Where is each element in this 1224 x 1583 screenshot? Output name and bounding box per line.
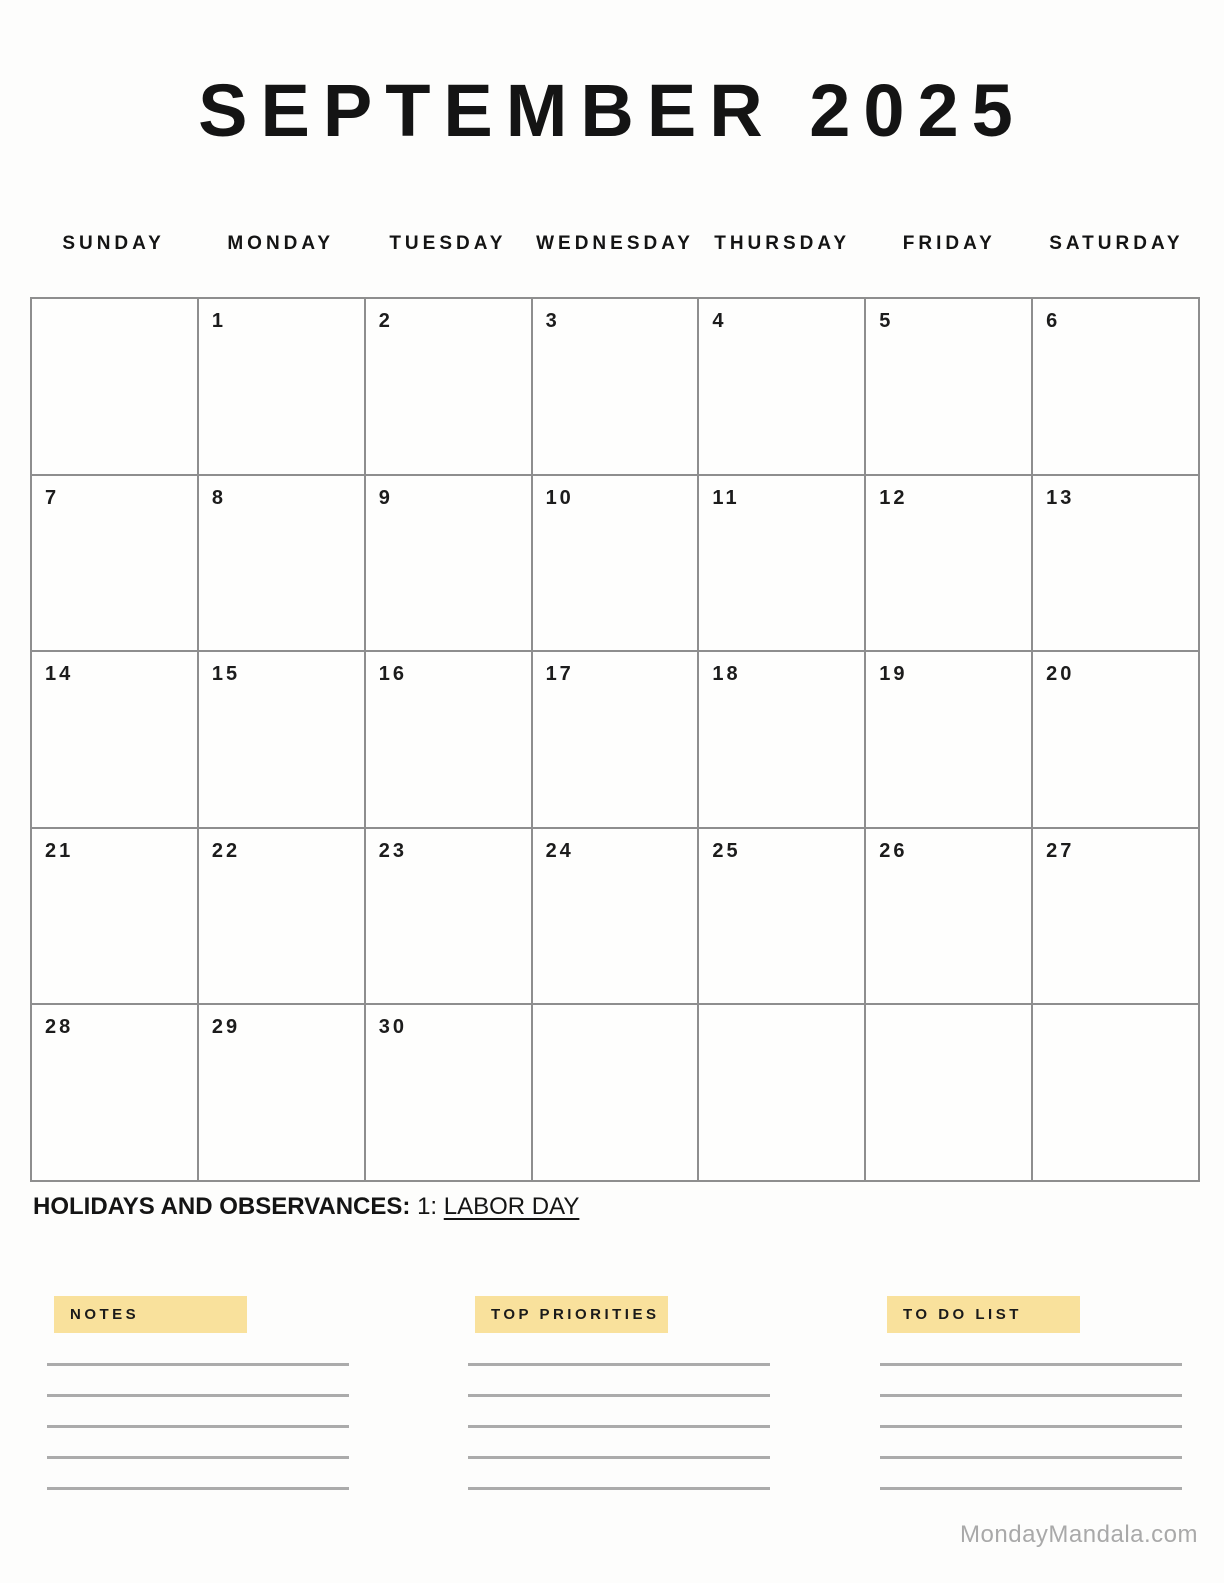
day-cell [699, 1005, 864, 1180]
day-cell [199, 1005, 364, 1180]
day-number [533, 1005, 698, 1016]
writing-line [468, 1363, 770, 1366]
writing-line [47, 1394, 349, 1397]
todo-list-header: TO DO LIST [887, 1296, 1080, 1333]
day-cell [199, 652, 364, 827]
holidays-line [33, 1193, 579, 1221]
watermark: MondayMandala.com [960, 1521, 1198, 1548]
day-cell [533, 829, 698, 1004]
writing-line [47, 1456, 349, 1459]
day-number [699, 1005, 864, 1016]
day-number: 21 [45, 839, 74, 862]
day-cell [699, 299, 864, 474]
weekday-header-monday: MONDAY [227, 233, 335, 254]
day-cell [1033, 299, 1198, 474]
weekday-header-sunday: SUNDAY [62, 233, 165, 254]
day-cell [533, 1005, 698, 1180]
day-number [32, 299, 197, 310]
day-cell [366, 299, 531, 474]
writing-line [47, 1363, 349, 1366]
holidays-label: HOLIDAYS AND OBSERVANCES: [33, 1193, 411, 1220]
notes-section [47, 1296, 349, 1518]
top-priorities-header: TOP PRIORITIES [475, 1296, 668, 1333]
top-priorities-section [468, 1296, 770, 1518]
day-number: 9 [378, 486, 393, 509]
day-number: 4 [712, 310, 727, 332]
weekday-header-row [30, 233, 1200, 255]
day-cell [866, 299, 1031, 474]
day-number: 19 [879, 663, 908, 686]
day-cell [533, 476, 698, 651]
day-cell [699, 652, 864, 827]
day-number: 18 [712, 663, 741, 686]
day-cell [866, 652, 1031, 827]
day-cell [32, 1005, 197, 1180]
day-cell [366, 1005, 531, 1180]
writing-line [880, 1363, 1182, 1366]
todo-list-section [880, 1296, 1182, 1518]
day-number: 7 [45, 486, 60, 509]
day-number: 30 [378, 1016, 407, 1039]
day-cell [32, 829, 197, 1004]
day-number: 15 [211, 663, 241, 686]
writing-line [468, 1425, 770, 1428]
day-number [1033, 1005, 1198, 1016]
day-cell [32, 652, 197, 827]
day-number: 2 [378, 310, 393, 332]
day-number: 13 [1046, 486, 1075, 509]
weekday-header-friday: FRIDAY [902, 233, 996, 254]
writing-line [47, 1425, 349, 1428]
writing-line [468, 1394, 770, 1397]
writing-line [468, 1487, 770, 1490]
writing-line [880, 1456, 1182, 1459]
holiday-entry-prefix: 1: [417, 1193, 438, 1220]
day-cell [366, 652, 531, 827]
day-number: 1 [211, 310, 226, 332]
day-number: 20 [1046, 663, 1075, 686]
day-number: 12 [879, 486, 908, 509]
day-number: 23 [378, 839, 407, 862]
day-cell [866, 1005, 1031, 1180]
top-priorities-lines [468, 1363, 770, 1490]
weekday-header-tuesday: TUESDAY [389, 233, 507, 254]
day-number: 27 [1046, 839, 1075, 862]
day-cell [366, 476, 531, 651]
day-number: 11 [712, 486, 740, 509]
day-cell [32, 476, 197, 651]
day-number: 28 [45, 1016, 74, 1039]
day-number: 16 [378, 663, 407, 686]
day-cell [32, 299, 197, 474]
day-cell [1033, 652, 1198, 827]
day-cell [199, 299, 364, 474]
notes-lines [47, 1363, 349, 1490]
day-cell [533, 299, 698, 474]
day-number: 6 [1046, 310, 1061, 332]
day-cell [533, 652, 698, 827]
page-title: SEPTEMBER 2025 [198, 69, 1026, 152]
day-number: 3 [545, 310, 560, 332]
day-number: 17 [545, 663, 574, 686]
day-number: 5 [879, 310, 894, 332]
day-cell [1033, 829, 1198, 1004]
day-cell [199, 829, 364, 1004]
day-cell [699, 476, 864, 651]
day-number: 26 [879, 839, 908, 862]
holiday-name: LABOR DAY [443, 1193, 580, 1220]
weekday-header-wednesday: WEDNESDAY [536, 233, 694, 254]
day-number: 25 [712, 839, 741, 862]
writing-line [880, 1394, 1182, 1397]
day-number: 24 [545, 839, 574, 862]
notes-header: NOTES [54, 1296, 247, 1333]
writing-line [880, 1487, 1182, 1490]
day-number: 14 [45, 663, 74, 686]
day-cell [1033, 1005, 1198, 1180]
writing-line [47, 1487, 349, 1490]
day-number: 29 [211, 1016, 241, 1039]
writing-line [468, 1456, 770, 1459]
day-cell [866, 829, 1031, 1004]
day-number: 22 [211, 839, 241, 862]
day-cell [1033, 476, 1198, 651]
weekday-header-saturday: SATURDAY [1049, 233, 1184, 254]
day-cell [366, 829, 531, 1004]
todo-list-lines [880, 1363, 1182, 1490]
day-number [866, 1005, 1031, 1016]
day-number: 8 [211, 486, 226, 509]
calendar-grid [30, 297, 1200, 1182]
weekday-header-thursday: THURSDAY [714, 233, 851, 254]
writing-line [880, 1425, 1182, 1428]
day-number: 10 [545, 486, 574, 509]
day-cell [866, 476, 1031, 651]
day-cell [199, 476, 364, 651]
day-cell [699, 829, 864, 1004]
